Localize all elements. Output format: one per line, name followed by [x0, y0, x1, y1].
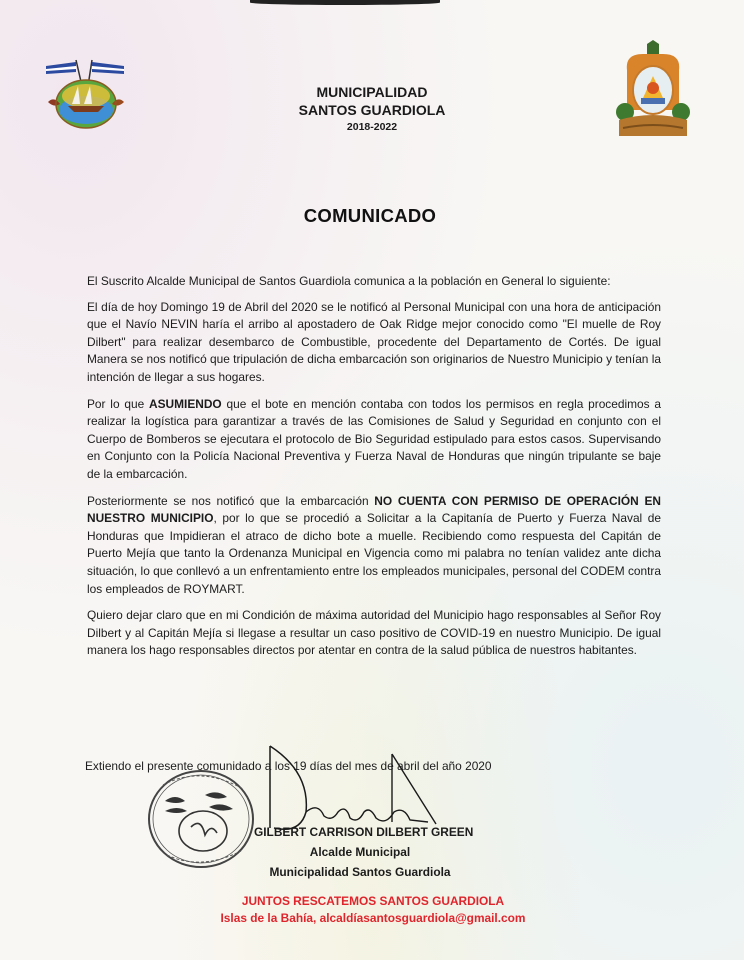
paragraph-2 — [87, 396, 661, 484]
paragraph-3-text-a: Posteriormente se nos notificó que la embarcación — [87, 493, 375, 508]
signatory-role: Alcalde Municipal — [309, 845, 411, 859]
scan-edge-shadow — [250, 0, 440, 5]
paragraph-4: Quiero dejar claro que en mi Condición de máxima autoridad del Municipio hago responsables al Señor Roy Dilbert y al Capitán Mejía si llegase a resultar un caso positivo de COVID-19 en nuestro Municipio. De igual manera los hago responsables directos por atentar en contra de la salud pública de nuestros habitantes. — [87, 608, 661, 658]
signatory-name: GILBERT CARRISON DILBERT GREEN — [254, 825, 474, 839]
signatory-organization: Municipalidad Santos Guardiola — [269, 865, 451, 879]
document-title: COMUNICADO — [303, 205, 437, 226]
paragraph-2-emphasis: ASUMIENDO — [149, 396, 222, 411]
paragraph-2-text-a: Por lo que — [87, 396, 149, 411]
national-coat-of-arms-icon — [613, 40, 693, 140]
paragraph-1: El día de hoy Domingo 19 de Abril del 2020 se le notificó al Personal Municipal con una hora de anticipación que el Navío NEVIN haría el arribo al apostadero de Oak Ridge mejor conocido como "El muelle de Roy Dilbert" para realizar desembarco de Combustible, procedente del Departamento de Cortés. De igual Manera se nos notificó que tripulación de dicha embarcación son originarios de Nuestro Municipio y tenían la intención de llegar a sus hogares. — [87, 299, 661, 384]
letterhead-line-1: MUNICIPALIDAD — [316, 84, 428, 100]
footer-contact: Islas de la Bahía, alcaldíasantosguardiola@gmail.com — [220, 911, 526, 925]
letterhead-line-2: SANTOS GUARDIOLA — [298, 102, 446, 118]
letterhead — [230, 84, 514, 135]
municipal-emblem-icon — [38, 52, 134, 132]
closing-line: Extiendo el presente comunidado a los 19 días del mes de abril del año 2020 — [85, 759, 492, 773]
intro-paragraph: El Suscrito Alcalde Municipal de Santos Guardiola comunica a la población en General lo siguiente: — [87, 274, 611, 288]
footer — [200, 893, 546, 927]
letterhead-period: 2018-2022 — [346, 121, 398, 133]
paragraph-3 — [87, 493, 661, 599]
paragraph-3-emphasis: NO CUENTA CON PERMISO DE OPERACIÓN EN NUESTRO MUNICIPIO — [87, 493, 661, 526]
paragraph-3-text-b: , por lo que se procedió a Solicitar a la Capitanía de Puerto y Fuerza Naval de Honduras que Impidieran el atraco de dicho bote a muelle. Recibiendo como respuesta del Capitán de Puerto Mejía que tanto la Ordenanza Municipal en Vigencia como mi palabra no tenían validez ante dicha situación, lo que conllevó a un enfrentamiento entre los empleados municipales, personal del CODEM contra los empleados de ROYMART. — [87, 511, 662, 596]
footer-slogan: JUNTOS RESCATEMOS SANTOS GUARDIOLA — [241, 894, 505, 908]
document-body — [87, 273, 661, 669]
signature-block — [220, 822, 500, 882]
paragraph-2-text-b: que el bote en mención contaba con todos los permisos en regla procedimos a realizar la logística para garantizar a través de las Comisiones de Salud y Seguridad en conjunto con el Cuerpo de Bomberos se ejecutara el protocolo de Bio Seguridad estipulado para estos casos. Supervisando en Conjunto con la Policía Nacional Preventiva y Fuerza Naval de Honduras que ningún tripulante se baje de la embarcación. — [87, 396, 661, 481]
